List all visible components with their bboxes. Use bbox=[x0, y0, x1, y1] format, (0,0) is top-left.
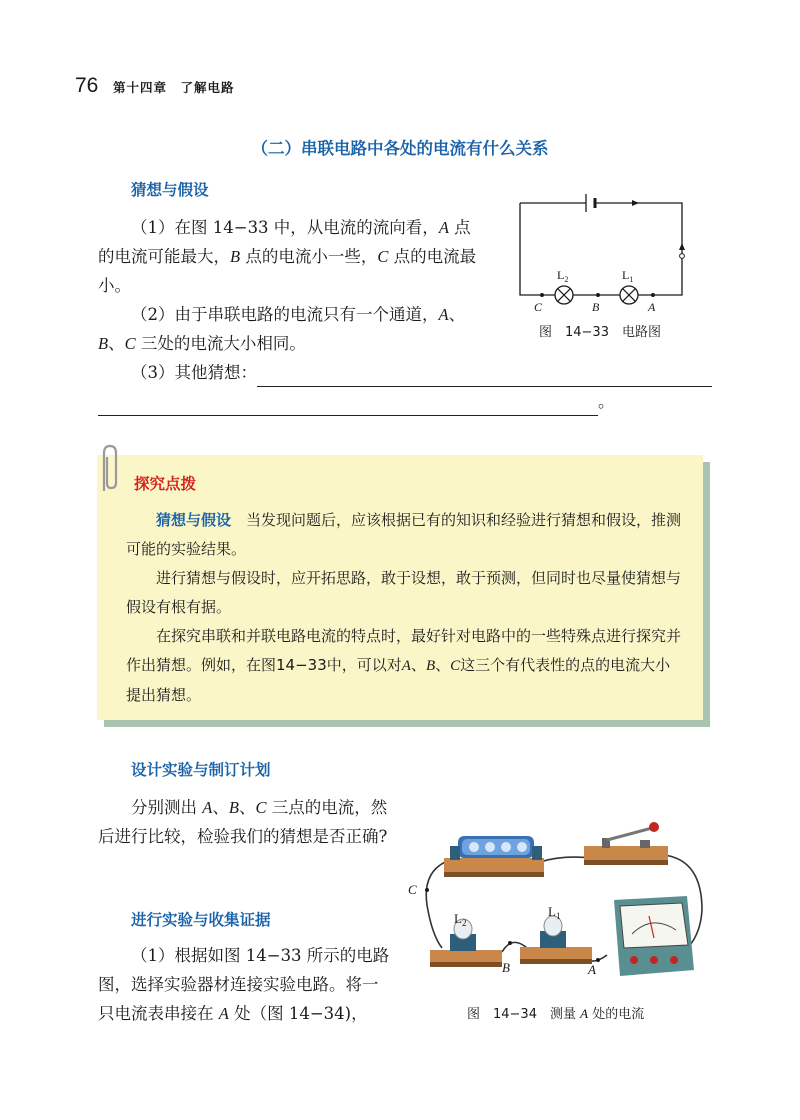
tip-text bbox=[126, 506, 682, 710]
label-c: C bbox=[534, 300, 543, 314]
photo-label-c: C bbox=[408, 882, 417, 897]
apparatus-photo-14-34 bbox=[402, 810, 722, 990]
design-heading: 设计实验与制订计划 bbox=[131, 761, 271, 779]
lamp-l1 bbox=[620, 286, 638, 304]
design-paragraph: 分别测出 A、B、C 三点的电流，然后进行比较，检验我们的猜想是否正确? bbox=[98, 798, 388, 846]
photo-label-a: A bbox=[588, 962, 596, 977]
other-guess-blank-1 bbox=[257, 366, 712, 387]
point-a bbox=[651, 293, 655, 297]
page-number: 76 bbox=[75, 74, 99, 97]
tip-title: 探究点拨 bbox=[134, 475, 197, 493]
photo-label-l2: $L_2$ bbox=[454, 911, 467, 928]
circuit-diagram-14-33 bbox=[512, 190, 697, 315]
battery-holder bbox=[444, 836, 544, 877]
other-guess-blank-2 bbox=[98, 395, 598, 416]
guess-p2: （2）由于串联电路的电流只有一个通道，A、B、C 三处的电流大小相同。 bbox=[98, 305, 466, 353]
current-arrow-top bbox=[632, 200, 639, 206]
guess-heading: 猜想与假设 bbox=[131, 181, 209, 199]
photo-label-l1: $L_1$ bbox=[548, 904, 561, 921]
current-arrow-right bbox=[679, 243, 685, 250]
section-title: （二）串联电路中各处的电流有什么关系 bbox=[251, 139, 549, 158]
point-c bbox=[540, 293, 544, 297]
lamp-l2 bbox=[555, 286, 573, 304]
switch bbox=[584, 822, 668, 865]
label-l2: $L_2$ bbox=[557, 268, 569, 284]
experiment-paragraph: （1）根据如图 14−33 所示的电路图，选择实验器材连接实验电路。将一只电流表串接在 A 处（图 14−34)， bbox=[98, 946, 390, 1023]
label-b: B bbox=[592, 300, 600, 314]
tip-p3: 在探究串联和并联电路电流的特点时，最好针对电路中的一些特殊点进行探究并作出猜想。例如，在图14−33中，可以对A、B、C这三个有代表性的点的电流大小提出猜想。 bbox=[126, 627, 682, 704]
ammeter bbox=[614, 896, 694, 976]
chapter-title: 第十四章 了解电路 bbox=[113, 80, 235, 95]
tip-p1: 猜想与假设 当发现问题后，应该根据已有的知识和经验进行猜想和假设，推测可能的实验结果。 bbox=[126, 511, 682, 558]
guess-p3: （3）其他猜想： 。 bbox=[98, 358, 718, 416]
tip-p2: 进行猜想与假设时，应开拓思路，敢于设想，敢于预测，但同时也尽量使猜想与假设有根有据。 bbox=[126, 569, 682, 616]
guess-paragraphs bbox=[98, 213, 483, 358]
paperclip-icon bbox=[96, 443, 122, 495]
photo-label-b: B bbox=[502, 960, 510, 975]
fig-14-33-caption: 图 14−33 电路图 bbox=[539, 325, 661, 340]
label-l1: $L_1$ bbox=[622, 268, 634, 284]
tip-keyword: 猜想与假设 bbox=[156, 511, 232, 529]
guess-p1: （1）在图 14−33 中，从电流的流向看，A 点的电流可能最大，B 点的电流小一些，C 点的电流最小。 bbox=[98, 218, 477, 295]
point-b bbox=[596, 293, 600, 297]
fig-14-34-caption: 图 14−34 测量 A 处的电流 bbox=[467, 1006, 645, 1022]
experiment-heading: 进行实验与收集证据 bbox=[131, 911, 271, 929]
label-a: A bbox=[648, 300, 656, 314]
lamp-l1-board bbox=[520, 916, 592, 964]
